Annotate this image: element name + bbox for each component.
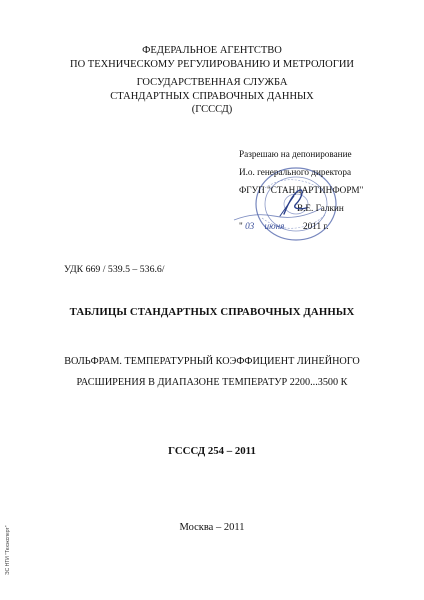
handwritten-signature bbox=[276, 186, 312, 220]
udk-code: УДК 669 / 539.5 – 536.6/ bbox=[64, 264, 165, 275]
subject-line-2: РАСШИРЕНИЯ В ДИАПАЗОНЕ ТЕМПЕРАТУР 2200...3500 К bbox=[76, 377, 348, 388]
service-line-1: ГОСУДАРСТВЕННАЯ СЛУЖБА bbox=[136, 77, 288, 88]
document-code: ГСССД 254 – 2011 bbox=[168, 445, 256, 457]
document-subject bbox=[0, 351, 424, 393]
service-line-3: (ГСССД) bbox=[191, 104, 233, 115]
document-title: ТАБЛИЦЫ СТАНДАРТНЫХ СПРАВОЧНЫХ ДАННЫХ bbox=[69, 306, 355, 318]
agency-line-2: ПО ТЕХНИЧЕСКОМУ РЕГУЛИРОВАНИЮ И МЕТРОЛОГИИ bbox=[69, 58, 354, 70]
side-watermark-note: ЭС НТИ "Техэксперт" bbox=[5, 525, 11, 575]
date-year: 2011 г. bbox=[303, 221, 329, 231]
date-quote: " bbox=[239, 221, 243, 231]
approval-line-2: И.о. генерального директора bbox=[239, 167, 352, 177]
approval-line-4: В.Е. Галкин bbox=[297, 203, 344, 213]
approval-line-3: ФГУП "СТАНДАРТИНФОРМ" bbox=[239, 185, 364, 195]
agency-line-1: ФЕДЕРАЛЬНОЕ АГЕНТСТВО bbox=[142, 45, 282, 56]
subject-line-1: ВОЛЬФРАМ. ТЕМПЕРАТУРНЫЙ КОЭФФИЦИЕНТ ЛИНЕЙНОГО bbox=[64, 356, 360, 367]
city-year: Москва – 2011 bbox=[179, 522, 245, 533]
date-day: 03 bbox=[245, 221, 255, 231]
approval-line-1: Разрешаю на депонирование bbox=[239, 149, 352, 159]
service-header bbox=[0, 76, 424, 117]
service-line-2: СТАНДАРТНЫХ СПРАВОЧНЫХ ДАННЫХ bbox=[110, 90, 314, 102]
agency-header bbox=[0, 44, 424, 71]
date-month: июня bbox=[264, 221, 285, 231]
